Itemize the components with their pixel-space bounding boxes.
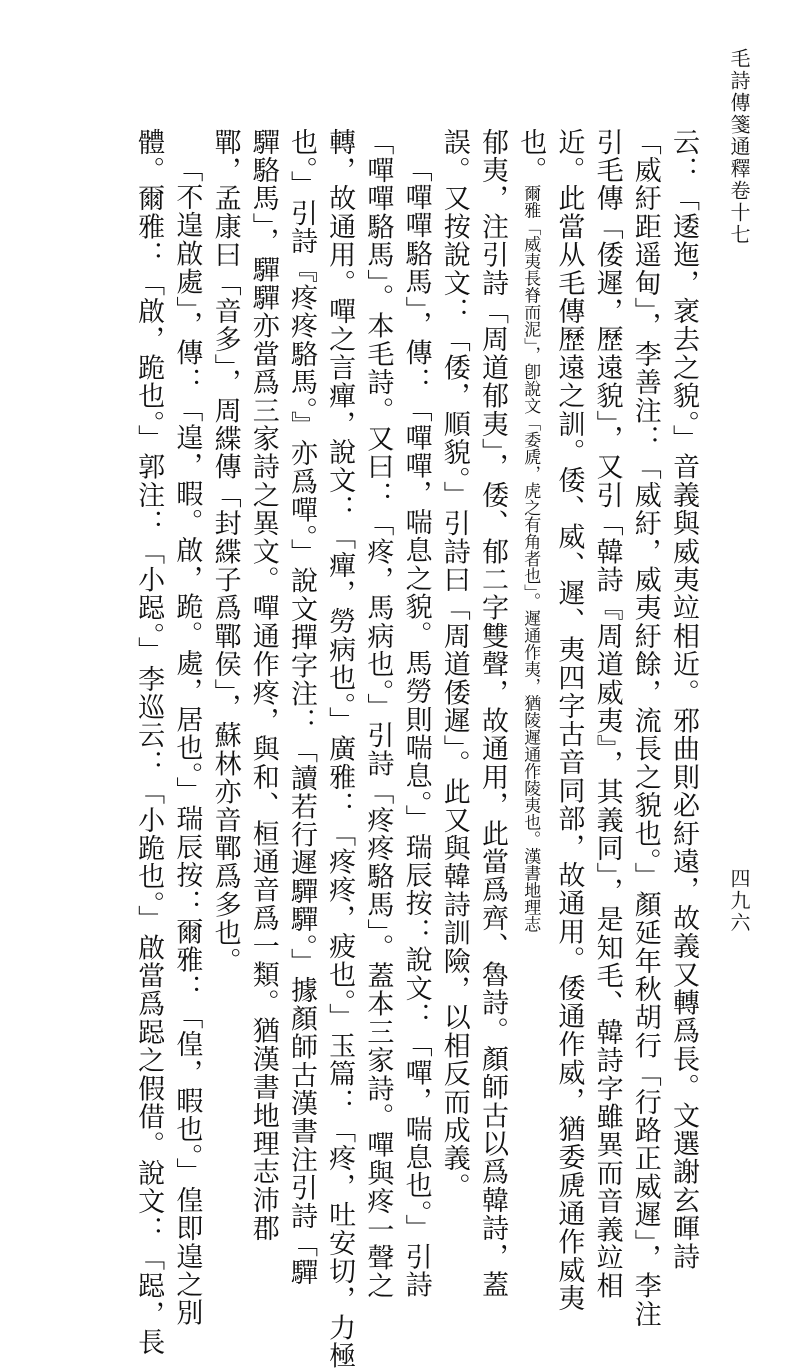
text-column: 引毛傳「倭遲，歷遠貌」，又引「韓詩『周道威夷』，其義同」，是知毛、韓詩字雖異而音義竝相: [591, 128, 623, 1301]
text-column: 「嘽嘽駱馬」。本毛詩。又曰：「疼，馬病也。」引詩「疼疼駱馬」。蓋本三家詩。嘽與疼一聲之: [362, 128, 394, 1301]
running-title: 毛詩傳箋通釋卷十七: [727, 48, 751, 246]
text-column: 誤。又按說文：「倭，順貌。」引詩曰「周道倭遲」。此又與韓詩訓險，以相反而成義。: [438, 128, 470, 1201]
text-column: 云：「逶迤，衺去之貌。」音義與威夷竝相近。邪曲則必紆遠，故義又轉爲長。文選謝玄暉詩: [668, 128, 699, 1271]
text-fragment: 也。: [515, 128, 547, 185]
text-column: 「威紆距遥甸」，李善注：「威紆，威夷紆餘，流長之貌也。」顏延年秋胡行「行路正威遲」，李注: [629, 128, 661, 1329]
text-column-with-note: [511, 128, 549, 1108]
text-column: 驒駱馬」，驒驒亦當爲三家詩之異文。嘽通作疼，與和、桓通音爲一類。猶漢書地理志沛郡: [247, 128, 279, 1243]
text-column: 鄲，孟康曰「音多」，周緤傳「封緤子爲鄲侯」，蘇林亦音鄲爲多也。: [209, 128, 241, 976]
text-column: 也。」引詩『疼疼駱馬。』亦爲嘽。」說文撣字注：「讀若行遲驒驒。」據顏師古漢書注引詩「驒: [285, 128, 317, 1287]
text-column: 郁夷，注引詩「周道郁夷」，倭、郁二字雙聲，故通用，此當爲齊、魯詩。顏師古以爲韓詩，蓋: [476, 128, 508, 1299]
text-column: 「不遑啟處」，傳：「遑，暇。啟，跪。處，居也。」瑞辰按：爾雅：「偟，暇也。」偟即遑之別: [171, 155, 203, 1328]
text-column: 體。爾雅：「啟，跪也。」郭注：「小跽。」李巡云：「小跪也。」啟當爲跽之假借。說文：「跽，長: [133, 128, 165, 1357]
text-column: 「嘽嘽駱馬」，傳：「嘽嘽，喘息之貌。馬勞則喘息。」瑞辰按：說文：「嘽，喘息也。」引詩: [400, 155, 432, 1299]
page-number: 四九六: [727, 868, 751, 934]
text-column: 轉，故通用。嘽之言癉，說文：「癉，勞病也。」廣雅：「疼疼，疲也。」玉篇：「疼，吐安切，力極: [324, 128, 356, 1370]
text-column: 近。此當从毛傳歷遠之訓。倭、威、遲、夷四字古音同部，故通用。倭通作威，猶委虒通作威夷: [553, 128, 585, 1313]
inline-note: 爾雅「威夷長脊而泥」，卽說文「委虒，虎之有角者也」。遲通作夷，猶陵遲通作陵夷也。漢書地理志: [520, 184, 541, 933]
body-text: [90, 128, 702, 1370]
